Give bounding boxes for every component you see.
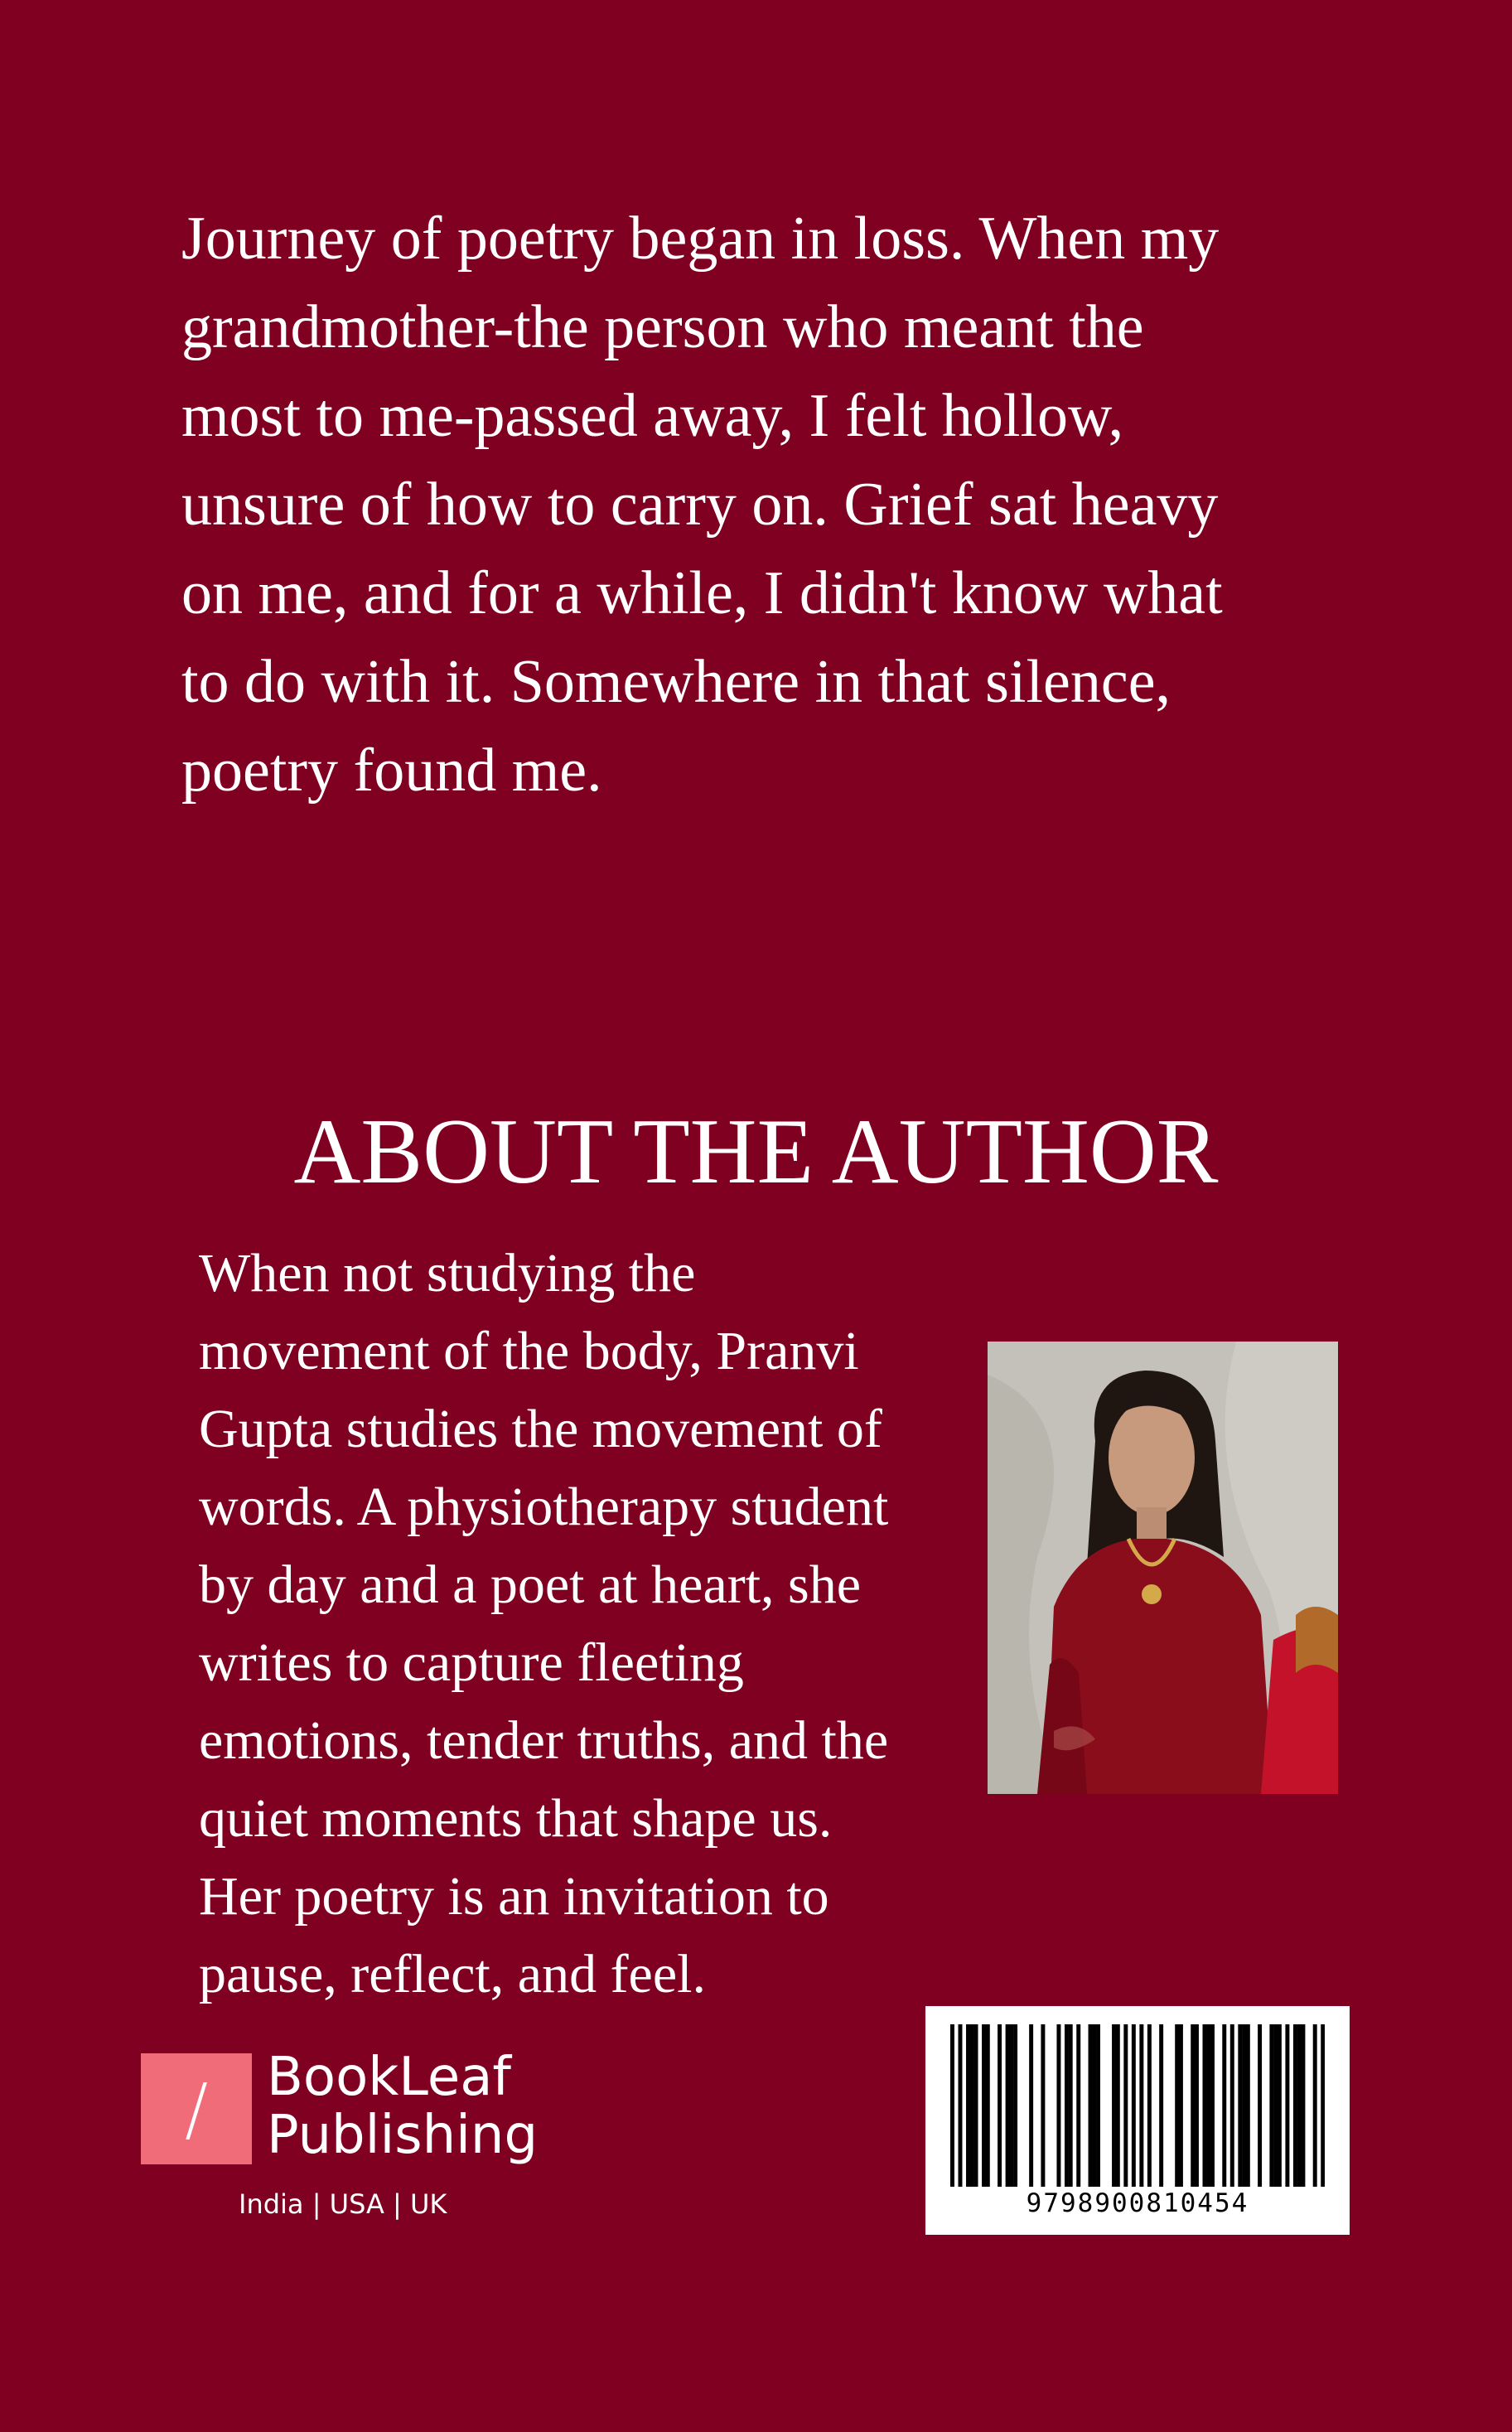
barcode-bar (959, 2024, 963, 2187)
barcode-bar (1041, 2024, 1045, 2187)
barcode-bars (950, 2024, 1325, 2190)
barcode-bar (1029, 2024, 1033, 2187)
barcode-bar (1293, 2024, 1297, 2187)
barcode-bar (1013, 2024, 1017, 2187)
barcode-bar (1278, 2024, 1282, 2187)
barcode-bar (1096, 2024, 1100, 2187)
barcode-bar (1258, 2024, 1262, 2187)
bio-line: quiet moments that shape us. (199, 1788, 833, 1849)
barcode-bar (974, 2024, 978, 2187)
bio-line: Her poetry is an invitation to (199, 1866, 829, 1927)
bio-line: emotions, tender truths, and the (199, 1710, 889, 1771)
publisher-name-line2: Publishing (267, 2105, 539, 2166)
barcode-bar (1175, 2024, 1179, 2187)
barcode-bar (1076, 2024, 1080, 2187)
barcode-bar (1092, 2024, 1096, 2187)
publisher-name-line1: BookLeaf (267, 2047, 511, 2108)
about-the-author-heading: ABOUT THE AUTHOR (293, 1100, 1219, 1203)
barcode-bar (966, 2024, 970, 2187)
barcode-bar (1321, 2024, 1325, 2187)
blurb-line: most to me-passed away, I felt hollow, (181, 382, 1124, 450)
barcode-bar (1009, 2024, 1013, 2187)
author-portrait-illustration (988, 1342, 1338, 1794)
barcode-bar (982, 2024, 986, 2187)
barcode-bar (1273, 2024, 1278, 2187)
barcode-bar (970, 2024, 974, 2187)
barcode-bar (1206, 2024, 1210, 2187)
slash-icon: / (184, 2068, 209, 2149)
isbn-barcode (925, 2006, 1350, 2235)
publisher-locations: India | USA | UK (239, 2188, 447, 2220)
blurb-line: to do with it. Somewhere in that silence, (181, 648, 1171, 716)
barcode-bar (1238, 2024, 1242, 2187)
barcode-bar (1056, 2024, 1060, 2187)
barcode-bar (1203, 2024, 1207, 2187)
barcode-bar (986, 2024, 990, 2187)
barcode-bar (1147, 2024, 1152, 2187)
barcode-bar (1195, 2024, 1199, 2187)
barcode-bar (1179, 2024, 1183, 2187)
bio-line: Gupta studies the movement of (199, 1399, 882, 1459)
barcode-bar (1089, 2024, 1093, 2187)
bio-line: When not studying the (199, 1243, 696, 1303)
barcode-bar (1246, 2024, 1250, 2187)
author-bio (199, 1235, 969, 2014)
barcode-bar (1297, 2024, 1302, 2187)
barcode-bar (1139, 2024, 1143, 2187)
bio-line: movement of the body, Pranvi (199, 1321, 859, 1381)
barcode-bar (1006, 2024, 1010, 2187)
isbn-number: 9798900810454 (1026, 2188, 1249, 2218)
barcode-bar (1210, 2024, 1215, 2187)
barcode-bar (1065, 2024, 1069, 2187)
blurb-text (181, 195, 1358, 815)
barcode-bar (998, 2024, 1002, 2187)
blurb-line: Journey of poetry began in loss. When my (181, 205, 1220, 273)
barcode-bar (1285, 2024, 1289, 2187)
bio-line: writes to capture fleeting (199, 1632, 744, 1693)
publisher-logo (141, 2047, 588, 2186)
barcode-bar (1230, 2024, 1234, 2187)
barcode-bar (1123, 2024, 1128, 2187)
barcode-bar (1112, 2024, 1116, 2187)
barcode-bar (1069, 2024, 1073, 2187)
bio-line: pause, reflect, and feel. (199, 1944, 706, 2004)
blurb-line: poetry found me. (181, 737, 602, 805)
barcode-bar (1313, 2024, 1317, 2187)
barcode-bar (1191, 2024, 1195, 2187)
barcode-bar (950, 2024, 954, 2187)
barcode-bar (1222, 2024, 1226, 2187)
bio-line: by day and a poet at heart, she (199, 1554, 862, 1615)
blurb-line: on me, and for a while, I didn't know what (181, 559, 1223, 627)
bookleaf-logo-mark (141, 2053, 252, 2164)
barcode-bar (1159, 2024, 1163, 2187)
barcode-bar (1301, 2024, 1305, 2187)
barcode-bar (1269, 2024, 1273, 2187)
author-photo (988, 1342, 1338, 1794)
barcode-bar (1132, 2024, 1136, 2187)
blurb-line: unsure of how to carry on. Grief sat heavy (181, 471, 1219, 539)
bio-line: words. A physiotherapy student (199, 1477, 889, 1537)
blurb-line: grandmother-the person who meant the (181, 293, 1144, 361)
barcode-bar (1242, 2024, 1246, 2187)
barcode-bar (1116, 2024, 1120, 2187)
